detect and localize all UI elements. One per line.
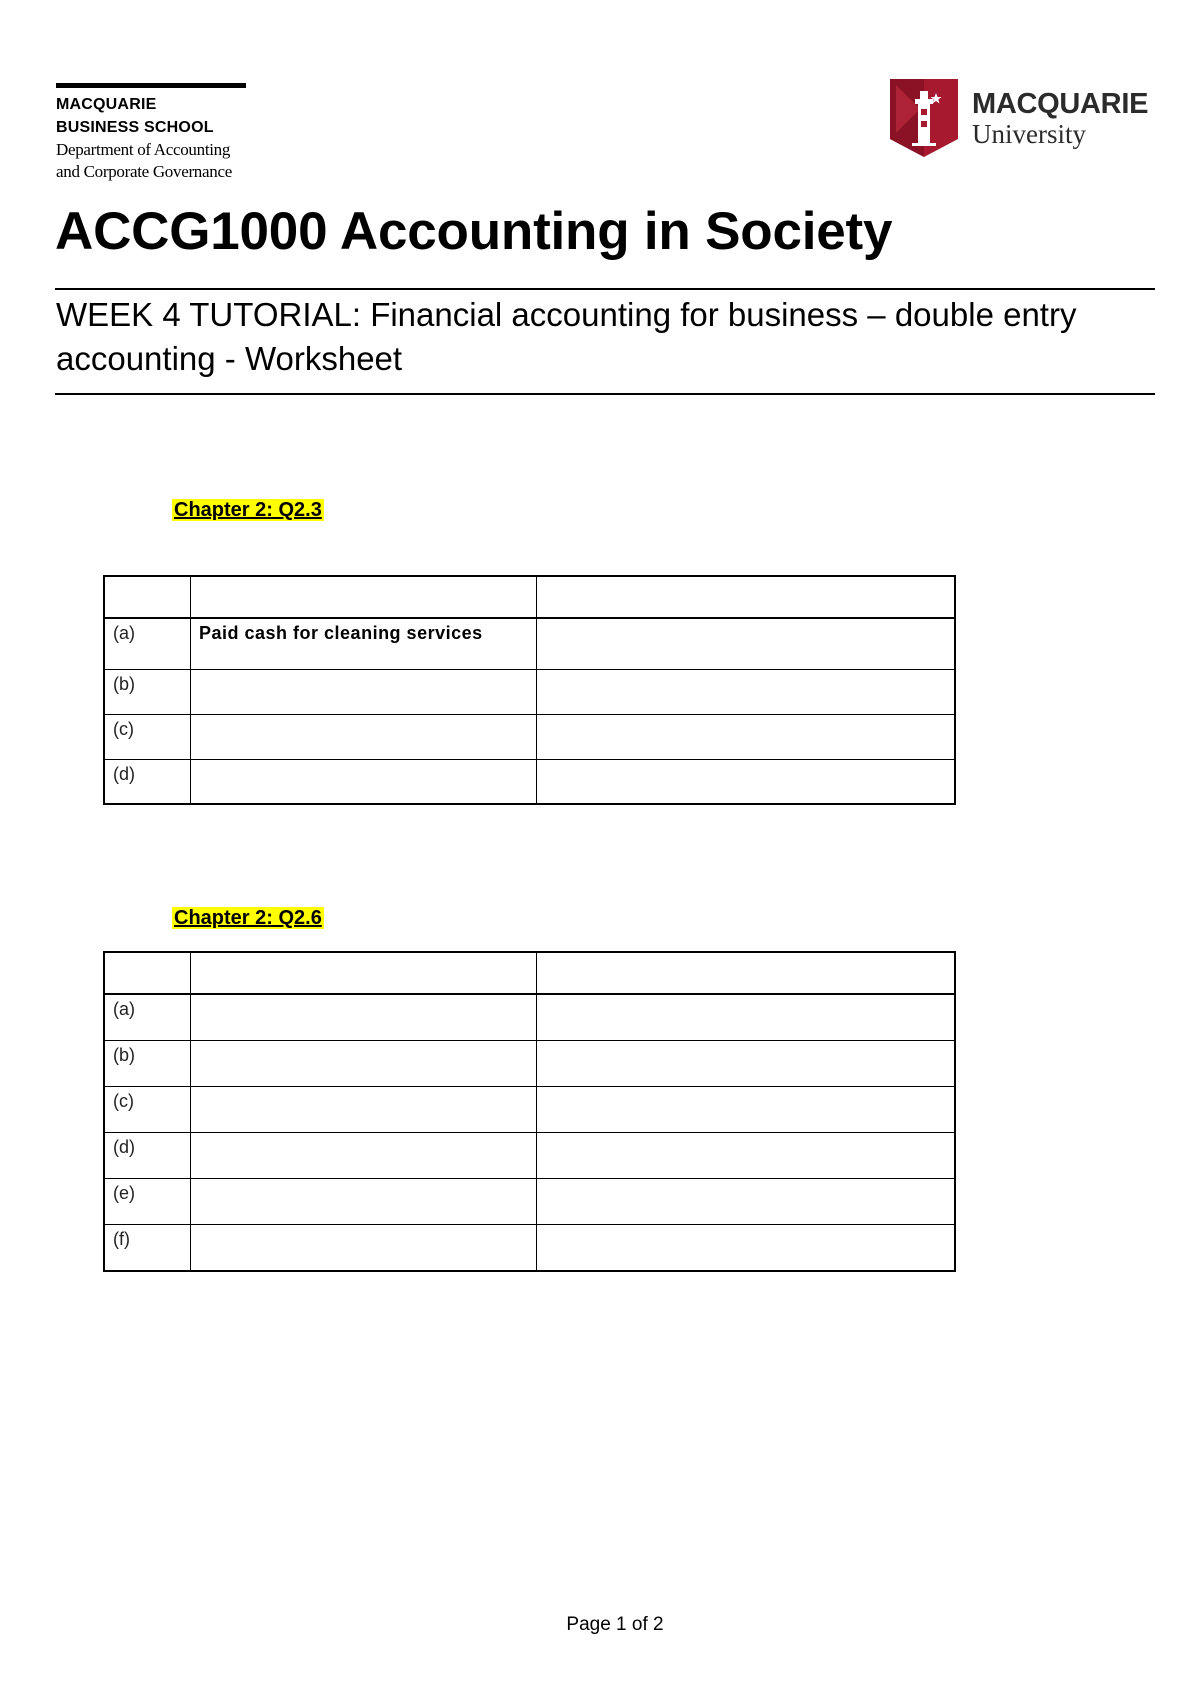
lighthouse-crest-icon (890, 79, 958, 157)
department-line1: Department of Accounting (56, 140, 231, 159)
logo-wordmark-line2: University (972, 119, 1086, 149)
transaction-cell[interactable] (191, 1040, 537, 1086)
table-row (104, 1178, 955, 1224)
row-label: (f) (104, 1224, 191, 1271)
answer-cell[interactable] (537, 1178, 956, 1224)
department-line2: and Corporate Governance (56, 162, 232, 181)
answer-cell[interactable] (537, 759, 956, 804)
transaction-cell[interactable] (191, 952, 537, 994)
row-label: (c) (104, 714, 191, 759)
page-subtitle: WEEK 4 TUTORIAL: Financial accounting for business – double entry accounting - Worksheet (56, 296, 1077, 377)
page-title: ACCG1000 Accounting in Society (55, 202, 893, 261)
table-row (104, 1086, 955, 1132)
transaction-cell[interactable] (191, 1178, 537, 1224)
subtitle-rule (55, 393, 1155, 395)
university-logo (890, 78, 1148, 158)
table-row (104, 1224, 955, 1271)
page-footer: Page 1 of 2 (566, 1614, 664, 1635)
table-row (104, 952, 955, 994)
school-block (56, 83, 256, 183)
answer-cell[interactable] (537, 714, 956, 759)
transaction-cell[interactable] (191, 1224, 537, 1271)
row-label: (a) (104, 994, 191, 1040)
answer-cell[interactable] (537, 1086, 956, 1132)
school-name-line1: MACQUARIE (56, 96, 157, 113)
table-row (104, 576, 955, 618)
worksheet-table-q2-6 (103, 951, 956, 1272)
row-label: (d) (104, 1132, 191, 1178)
row-label: (e) (104, 1178, 191, 1224)
answer-cell[interactable] (537, 994, 956, 1040)
transaction-cell[interactable] (191, 994, 537, 1040)
row-label: (a) (104, 618, 191, 669)
transaction-cell[interactable] (191, 1132, 537, 1178)
table-row (104, 1040, 955, 1086)
section-heading: Chapter 2: Q2.3 (174, 499, 322, 521)
answer-cell[interactable] (537, 1132, 956, 1178)
answer-cell[interactable] (537, 1224, 956, 1271)
row-label (104, 952, 191, 994)
table-row (104, 994, 955, 1040)
school-rule (56, 83, 246, 88)
table-row (104, 1132, 955, 1178)
logo-wordmark-line1: MACQUARIE (972, 88, 1149, 120)
row-label: (b) (104, 1040, 191, 1086)
table-row (104, 669, 955, 714)
answer-cell[interactable] (537, 669, 956, 714)
transaction-cell[interactable] (191, 669, 537, 714)
transaction-cell[interactable] (191, 1086, 537, 1132)
table-row (104, 714, 955, 759)
school-name-line2: BUSINESS SCHOOL (56, 119, 214, 136)
worksheet-table-q2-3 (103, 575, 956, 805)
table-row (104, 618, 955, 669)
answer-cell[interactable] (537, 576, 956, 618)
row-label: (d) (104, 759, 191, 804)
table-row (104, 759, 955, 804)
transaction-cell[interactable]: Paid cash for cleaning services (191, 618, 537, 669)
answer-cell[interactable] (537, 1040, 956, 1086)
section-heading: Chapter 2: Q2.6 (174, 907, 322, 929)
transaction-cell[interactable] (191, 759, 537, 804)
row-label (104, 576, 191, 618)
transaction-cell[interactable] (191, 576, 537, 618)
row-label: (c) (104, 1086, 191, 1132)
answer-cell[interactable] (537, 618, 956, 669)
transaction-cell[interactable] (191, 714, 537, 759)
row-label: (b) (104, 669, 191, 714)
answer-cell[interactable] (537, 952, 956, 994)
title-rule (55, 288, 1155, 290)
